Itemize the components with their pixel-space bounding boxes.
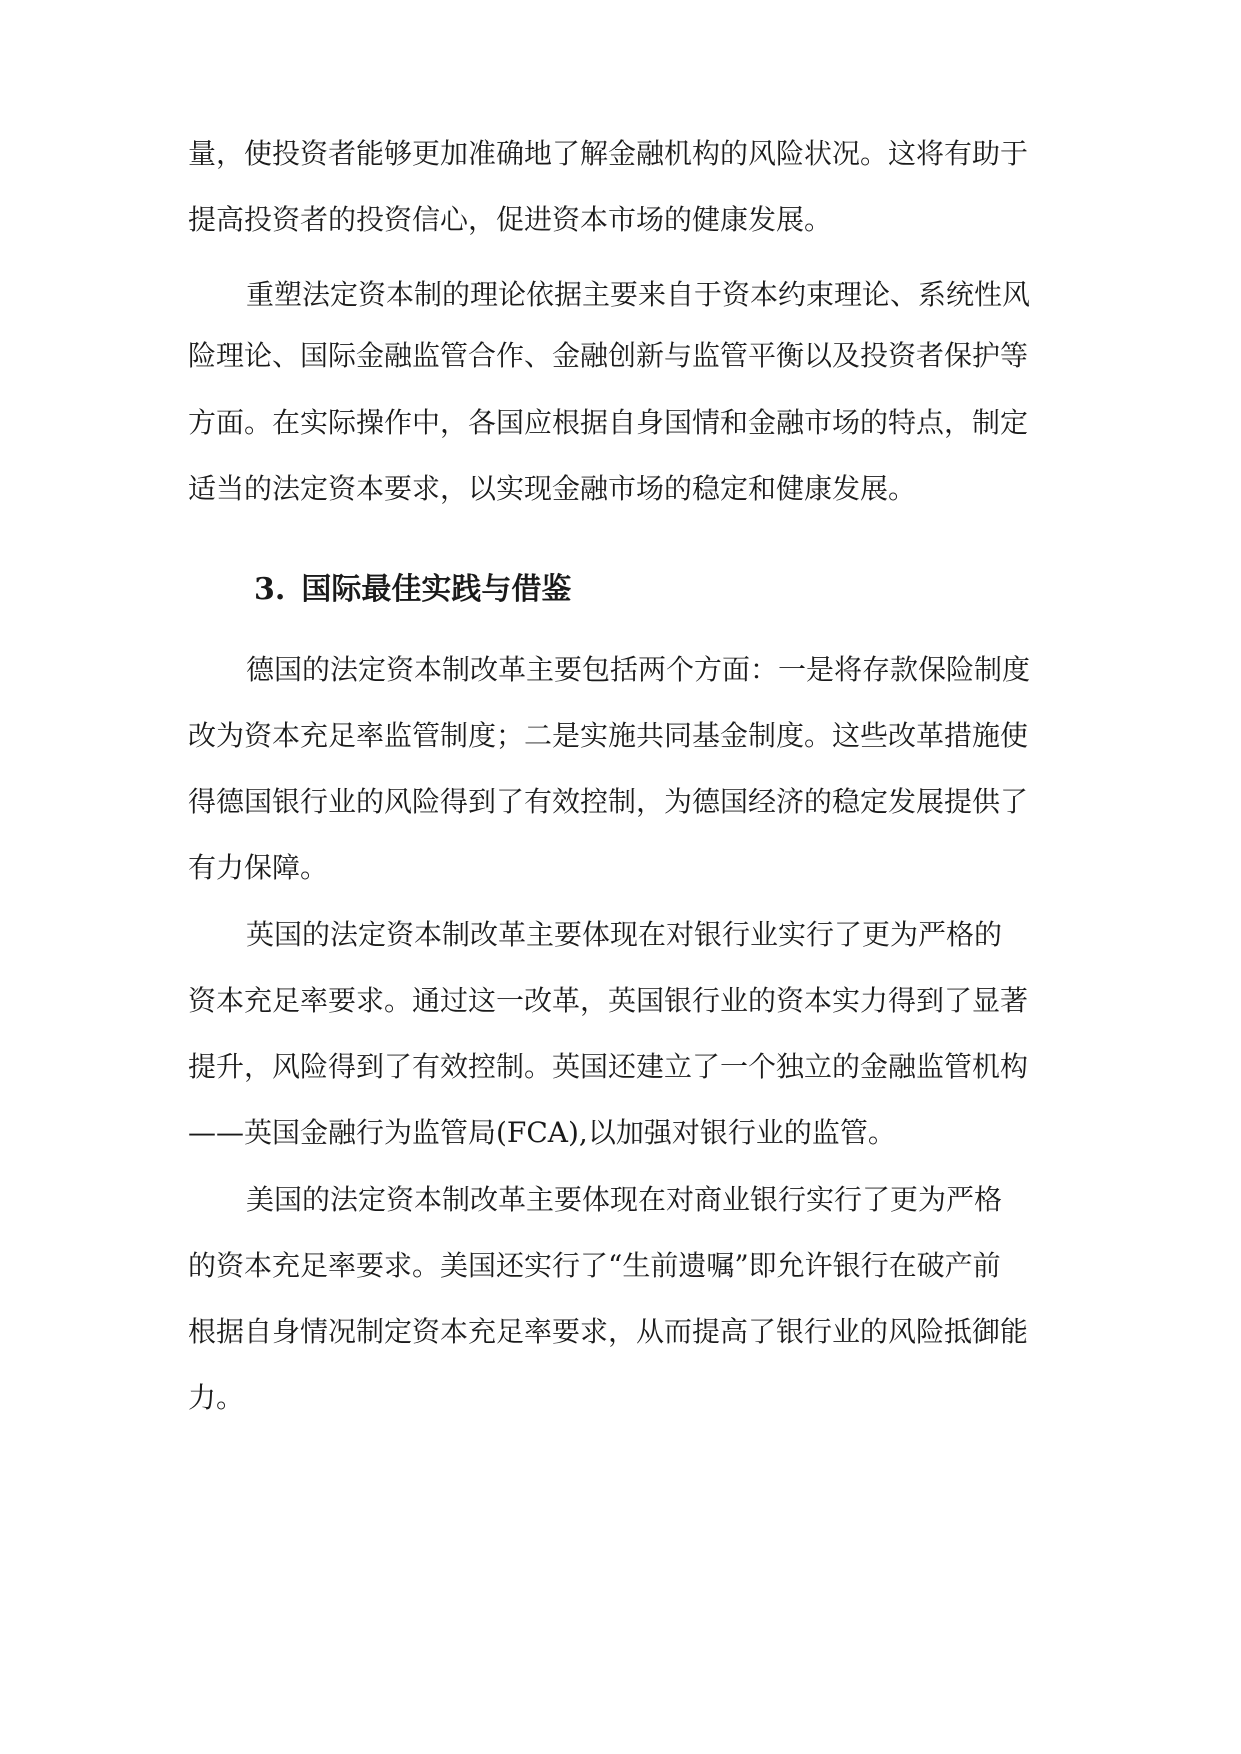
paragraph-2-line-3: 方面。在实际操作中，各国应根据自身国情和金融市场的特点，制定 — [188, 406, 1029, 439]
paragraph-3-line-1: 德国的法定资本制改革主要包括两个方面：一是将存款保险制度 — [246, 653, 1031, 686]
paragraph-4-line-4: ——英国金融行为监管局(FCA),以加强对银行业的监管。 — [188, 1116, 896, 1149]
paragraph-5-line-3: 根据自身情况制定资本充足率要求，从而提高了银行业的风险抵御能 — [188, 1315, 1029, 1348]
section-heading — [254, 568, 571, 612]
paragraph-3-line-4: 有力保障。 — [188, 851, 329, 884]
paragraph-2-line-2: 险理论、国际金融监管合作、金融创新与监管平衡以及投资者保护等 — [188, 339, 1029, 372]
paragraph-5-line-2: 的资本充足率要求。美国还实行了“生前遗嘱”即允许银行在破产前 — [188, 1249, 1001, 1282]
paragraph-3-line-2: 改为资本充足率监管制度；二是实施共同基金制度。这些改革措施使 — [188, 719, 1029, 752]
paragraph-1-line-1: 量，使投资者能够更加准确地了解金融机构的风险状况。这将有助于 — [188, 137, 1029, 170]
paragraph-5-line-1: 美国的法定资本制改革主要体现在对商业银行实行了更为严格 — [246, 1183, 1003, 1216]
paragraph-2-line-4: 适当的法定资本要求，以实现金融市场的稳定和健康发展。 — [188, 472, 917, 505]
paragraph-2-line-1: 重塑法定资本制的理论依据主要来自于资本约束理论、系统性风 — [246, 278, 1031, 311]
paragraph-4-line-3: 提升，风险得到了有效控制。英国还建立了一个独立的金融监管机构 — [188, 1050, 1029, 1083]
paragraph-4-line-1: 英国的法定资本制改革主要体现在对银行业实行了更为严格的 — [246, 918, 1003, 951]
paragraph-1-line-2: 提高投资者的投资信心，促进资本市场的健康发展。 — [188, 203, 833, 236]
section-number: 3. — [254, 572, 286, 607]
paragraph-4-line-2: 资本充足率要求。通过这一改革，英国银行业的资本实力得到了显著 — [188, 984, 1029, 1017]
section-title: 国际最佳实践与借鉴 — [301, 572, 572, 607]
paragraph-5-line-4: 力。 — [188, 1381, 245, 1414]
paragraph-3-line-3: 得德国银行业的风险得到了有效控制，为德国经济的稳定发展提供了 — [188, 785, 1029, 818]
